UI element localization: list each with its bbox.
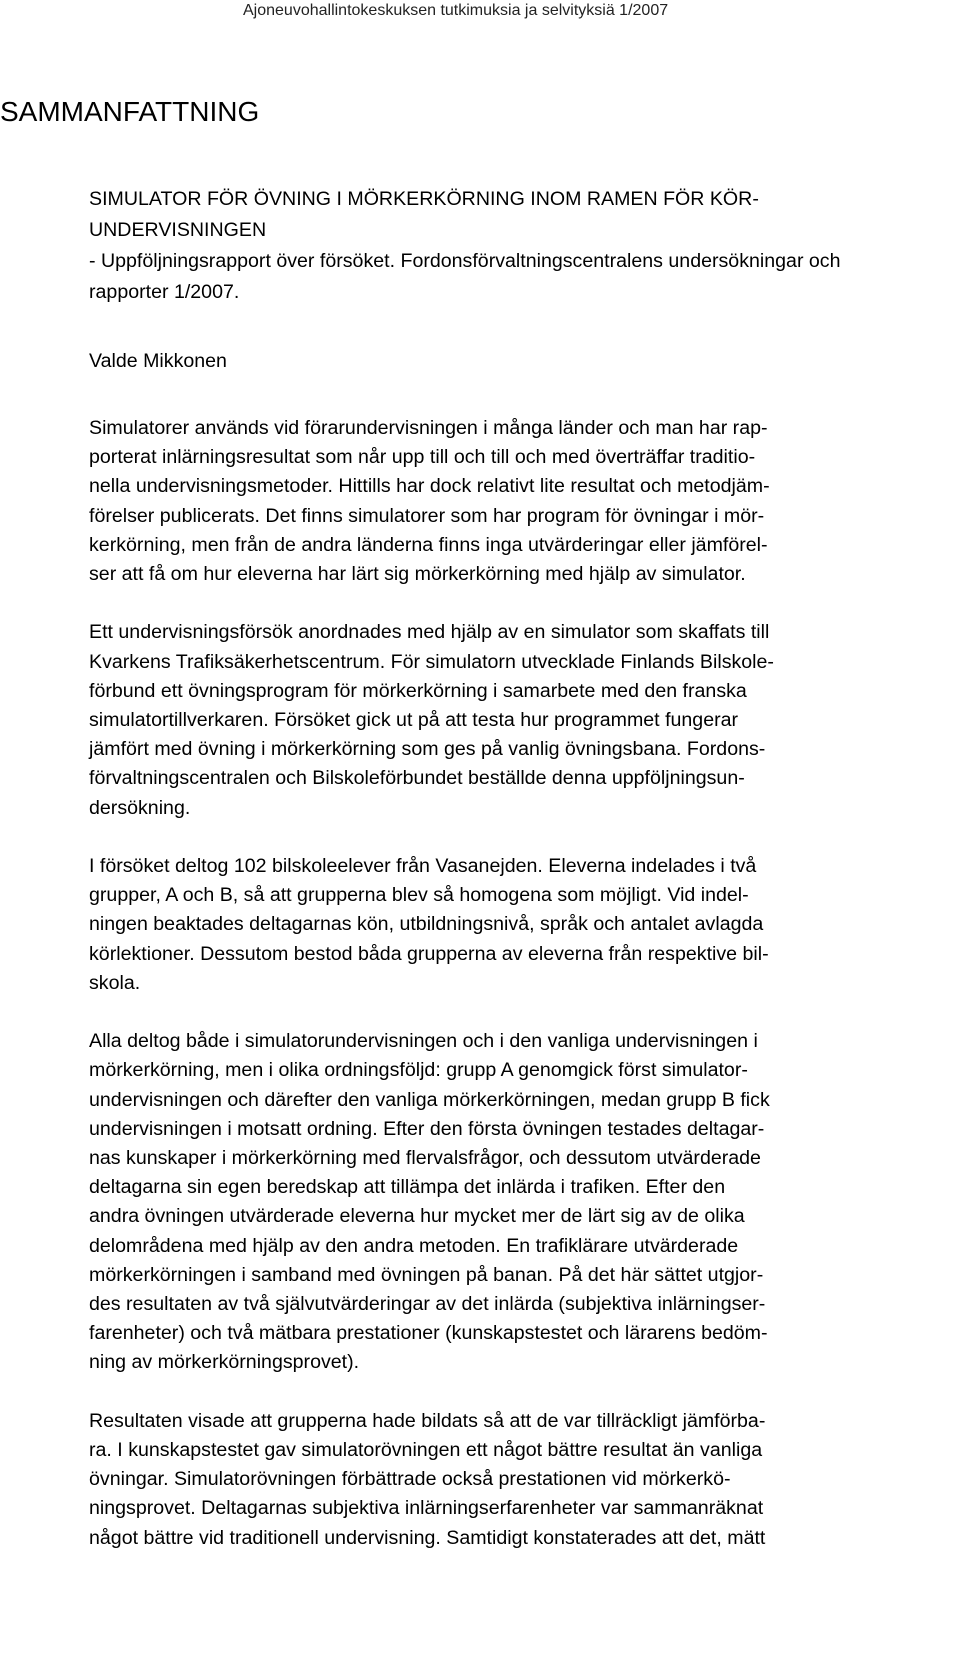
paragraph-gap	[89, 1378, 947, 1407]
text-line: andra övningen utvärderade eleverna hur mycket mer de lärt sig av de olika	[89, 1205, 745, 1228]
text-line: körlektioner. Dessutom bestod båda grupperna av eleverna från respektive bil-	[89, 942, 769, 965]
text-line: förbund ett övningsprogram för mörkerkörning i samarbete med den franska	[89, 679, 747, 702]
text-line: mörkerkörning, men i olika ordningsföljd: grupp A genomgick först simulator-	[89, 1059, 748, 1082]
text-line: des resultaten av två självutvärderingar av det inlärda (subjektiva inlärningser-	[89, 1293, 766, 1316]
text-line: undervisningen och därefter den vanliga mörkerkörningen, medan grupp B fick	[89, 1088, 770, 1111]
text-line: Simulatorer används vid förarundervisningen i många länder och man har rap-	[89, 417, 768, 439]
paragraph-gap	[89, 998, 947, 1027]
summary-body	[89, 414, 947, 1553]
report-subtitle	[89, 184, 947, 308]
text-line: dersökning.	[89, 796, 191, 819]
text-line: övningar. Simulatorövningen förbättrade också prestationen vid mörkerkö-	[89, 1468, 731, 1491]
text-line: mörkerkörningen i samband med övningen på banan. På det här sättet utgjor-	[89, 1263, 764, 1286]
text-line: undervisningen i motsatt ordning. Efter den första övningen testades deltagar-	[89, 1117, 765, 1140]
text-line: ningsprovet. Deltagarnas subjektiva inlärningserfarenheter var sammanräknat	[89, 1497, 764, 1520]
text-line: skola.	[89, 971, 141, 994]
paragraph-4	[89, 1027, 947, 1377]
subtitle-line: rapporter 1/2007.	[89, 281, 240, 303]
text-line: ra. I kunskapstestet gav simulatorövningen ett något bättre resultat än vanliga	[89, 1439, 763, 1462]
text-line: deltagarna sin egen beredskap att tillämpa det inlärda i trafiken. Efter den	[89, 1176, 726, 1199]
text-line: nas kunskaper i mörkerkörning med flervalsfrågor, och dessutom utvärderade	[89, 1147, 761, 1170]
text-line: porterat inlärningsresultat som når upp till och till och med överträffar traditio-	[89, 446, 756, 469]
author-name: Valde Mikkonen	[89, 350, 227, 372]
subtitle-line: UNDERVISNINGEN	[89, 219, 267, 241]
text-line: Resultaten visade att grupperna hade bildats så att de var tillräckligt jämförba-	[89, 1409, 766, 1432]
text-line: Ett undervisningsförsök anordnades med hjälp av en simulator som skaffats till	[89, 621, 770, 644]
paragraph-1	[89, 414, 947, 589]
paragraph-gap	[89, 823, 947, 852]
text-line: nella undervisningsmetoder. Hittills har dock relativt lite resultat och metodjäm-	[89, 475, 770, 498]
running-header: Ajoneuvohallintokeskuksen tutkimuksia ja selvityksiä 1/2007	[243, 2, 669, 19]
text-line: kerkörning, men från de andra länderna finns inga utvärderingar eller jämförel-	[89, 533, 768, 556]
text-line: ning av mörkerkörningsprovet).	[89, 1351, 360, 1374]
text-line: något bättre vid traditionell undervisning. Samtidigt konstaterades att det, mätt	[89, 1526, 766, 1549]
text-line: Alla deltog både i simulatorundervisningen och i den vanliga undervisningen i	[89, 1030, 758, 1053]
subtitle-line: - Uppföljningsrapport över försöket. Fordonsförvaltningscentralens undersökningar och	[89, 250, 841, 272]
text-line: ser att få om hur eleverna har lärt sig mörkerkörning med hjälp av simulator.	[89, 563, 746, 586]
text-line: jämfört med övning i mörkerkörning som ges på vanlig övningsbana. Fordons-	[89, 738, 766, 761]
text-line: grupper, A och B, så att grupperna blev så homogena som möjligt. Vid indel-	[89, 884, 749, 907]
text-line: ningen beaktades deltagarnas kön, utbildningsnivå, språk och antalet avlagda	[89, 913, 764, 936]
text-line: förelser publicerats. Det finns simulatorer som har program för övningar i mör-	[89, 504, 765, 527]
paragraph-2	[89, 618, 947, 822]
paragraph-gap	[89, 589, 947, 618]
document-title: SAMMANFATTNING	[0, 96, 260, 127]
paragraph-3	[89, 852, 947, 998]
text-line: Kvarkens Trafiksäkerhetscentrum. För simulatorn utvecklade Finlands Bilskole-	[89, 650, 774, 673]
text-line: förvaltningscentralen och Bilskoleförbundet beställde denna uppföljningsun-	[89, 767, 745, 790]
text-line: simulatortillverkaren. Försöket gick ut på att testa hur programmet fungerar	[89, 709, 739, 732]
subtitle-line: SIMULATOR FÖR ÖVNING I MÖRKERKÖRNING INOM RAMEN FÖR KÖR-	[89, 188, 759, 210]
paragraph-5	[89, 1407, 947, 1553]
text-line: farenheter) och två mätbara prestationer (kunskapstestet och lärarens bedöm-	[89, 1322, 768, 1345]
text-line: delområdena med hjälp av den andra metoden. En trafiklärare utvärderade	[89, 1234, 739, 1257]
text-line: I försöket deltog 102 bilskoleelever från Vasanejden. Eleverna indelades i två	[89, 855, 757, 878]
